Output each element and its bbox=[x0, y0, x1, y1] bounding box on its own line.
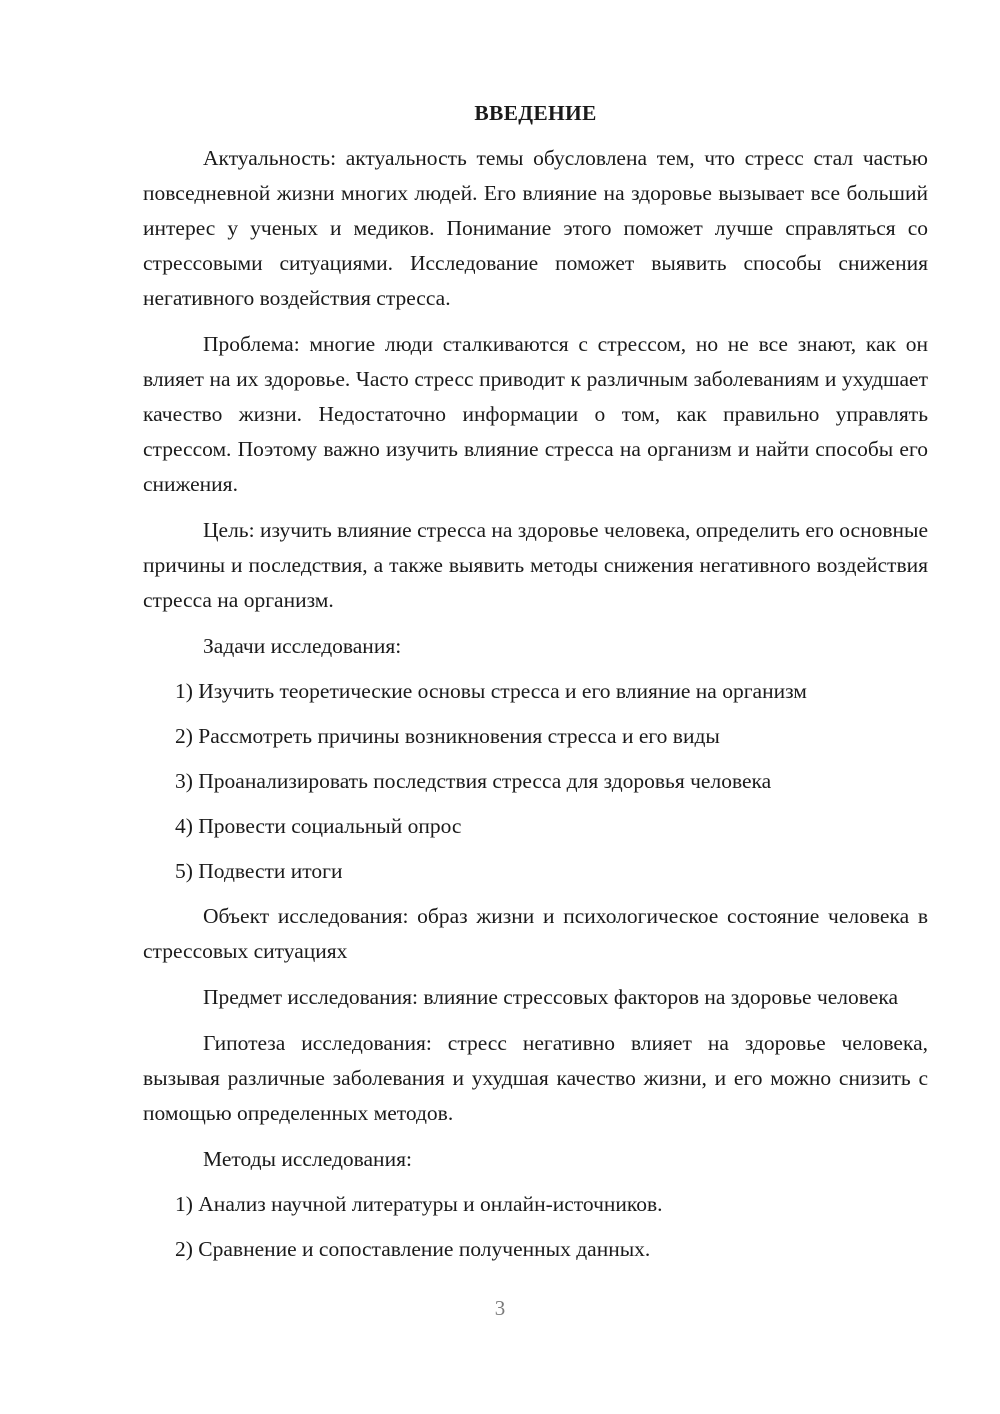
method-item: 2) Сравнение и сопоставление полученных данных. bbox=[175, 1237, 651, 1261]
task-item: 4) Провести социальный опрос bbox=[175, 814, 462, 838]
hypothesis-paragraph: Гипотеза исследования: стресс негативно влияет на здоровье человека, вызывая различные заболевания и ухудшая качество жизни, и его можно снизить с помощью определенных методов. bbox=[143, 1031, 928, 1125]
task-item: 1) Изучить теоретические основы стресса и его влияние на организм bbox=[175, 679, 807, 703]
problem-paragraph: Проблема: многие люди сталкиваются с стрессом, но не все знают, как он влияет на их здоровье. Часто стресс приводит к различным заболеваниям и ухудшает качество жизни. Недостаточно информации о том, как правильно управлять стрессом. Поэтому важно изучить влияние стресса на организм и найти способы его снижения. bbox=[143, 332, 928, 496]
document-page bbox=[143, 96, 928, 1277]
task-item: 3) Проанализировать последствия стресса для здоровья человека bbox=[175, 769, 772, 793]
page-title: ВВЕДЕНИЕ bbox=[474, 101, 597, 125]
relevance-paragraph: Актуальность: актуальность темы обусловлена тем, что стресс стал частью повседневной жизни многих людей. Его влияние на здоровье вызывает все больший интерес у ученых и медиков. Понимание этого поможет лучше справляться со стрессовыми ситуациями. Исследование поможет выявить способы снижения негативного воздействия стресса. bbox=[143, 146, 928, 310]
page-number: 3 bbox=[494, 1296, 506, 1320]
object-paragraph: Объект исследования: образ жизни и психологическое состояние человека в стрессовых ситуациях bbox=[143, 904, 928, 963]
method-item: 1) Анализ научной литературы и онлайн-источников. bbox=[175, 1192, 663, 1216]
goal-paragraph: Цель: изучить влияние стресса на здоровье человека, определить его основные причины и последствия, а также выявить методы снижения негативного воздействия стресса на организм. bbox=[143, 518, 929, 612]
task-item: 2) Рассмотреть причины возникновения стресса и его виды bbox=[175, 724, 720, 748]
subject-paragraph: Предмет исследования: влияние стрессовых факторов на здоровье человека bbox=[203, 985, 899, 1009]
task-item: 5) Подвести итоги bbox=[175, 859, 343, 883]
tasks-heading: Задачи исследования: bbox=[203, 634, 402, 658]
methods-heading: Методы исследования: bbox=[203, 1147, 412, 1171]
